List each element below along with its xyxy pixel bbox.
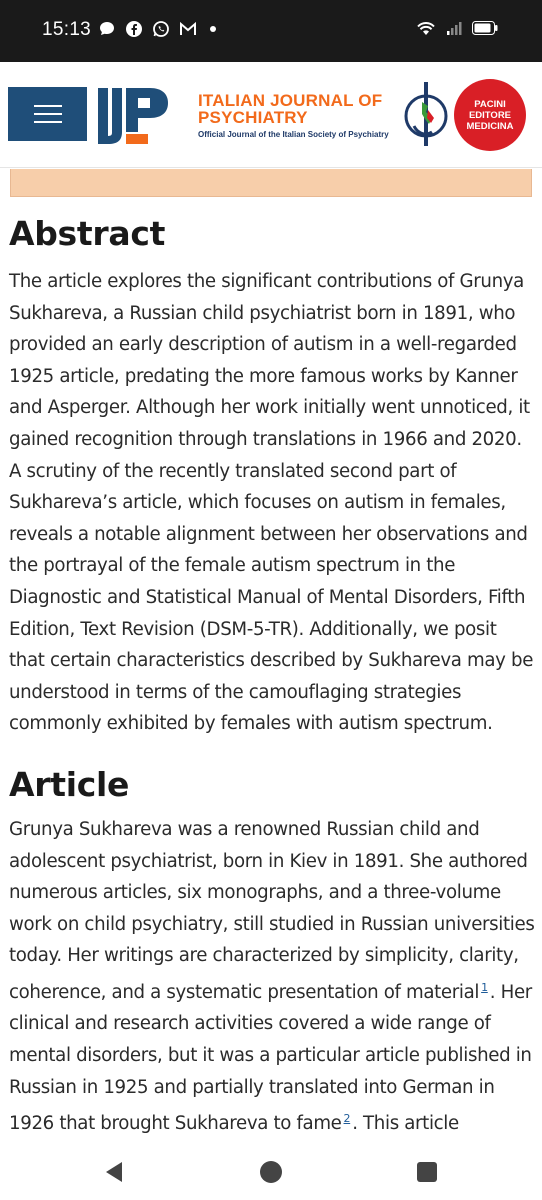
whatsapp-icon bbox=[152, 20, 170, 38]
publisher-line-3: MEDICINA bbox=[466, 120, 514, 132]
reference-link-1[interactable]: 1 bbox=[481, 980, 488, 994]
publisher-line-1: PACINI bbox=[474, 98, 506, 110]
abstract-text: The article explores the significant contributions of Grunya Sukhareva, a Russian child psychiatrist born in 1891, who provided an early description of autism in a well-regarded 1925 article, predating the more famous works by Kanner and Asperger. Although her work initially went unnoticed, it gained recognition through translations in 1966 and 2020. A scrutiny of the recently translated second part of Sukhareva’s article, which focuses on autism in females, reveals a notable alignment between her observations and the portrayal of the female autism spectrum in the Diagnostic and Statistical Manual of Mental Disorders, Fifth Edition, Text Revision (DSM-5-TR). Additionally, we posit that certain characteristics described by Sukhareva may be understood in terms of the camouflaging strategies commonly exhibited by females with autism spectrum. bbox=[9, 271, 534, 735]
notification-icons bbox=[98, 20, 216, 38]
menu-line-icon bbox=[34, 121, 62, 123]
publisher-line-2: EDITORE bbox=[468, 109, 512, 121]
chat-bubble-icon bbox=[98, 20, 116, 38]
info-banner bbox=[10, 169, 532, 197]
abstract-heading: Abstract bbox=[9, 214, 166, 253]
society-emblem-icon bbox=[396, 80, 456, 148]
facebook-icon bbox=[125, 20, 143, 38]
signal-icon bbox=[446, 20, 462, 36]
system-nav-bar bbox=[0, 1146, 542, 1200]
status-time: 15:13 bbox=[42, 19, 92, 40]
reference-link-2[interactable]: 2 bbox=[343, 1112, 351, 1126]
article-text-part-3: . This article bbox=[352, 1113, 459, 1135]
wifi-icon bbox=[416, 20, 436, 36]
site-header bbox=[0, 62, 542, 168]
journal-title[interactable]: ITALIAN JOURNAL OF PSYCHIATRY bbox=[198, 91, 383, 127]
article-heading: Article bbox=[9, 764, 130, 804]
back-triangle-icon[interactable] bbox=[102, 1159, 128, 1185]
home-circle-icon[interactable] bbox=[258, 1159, 284, 1185]
gmail-icon bbox=[179, 20, 197, 38]
menu-line-icon bbox=[34, 113, 62, 115]
menu-line-icon bbox=[34, 105, 62, 107]
article-content bbox=[9, 206, 537, 1140]
article-paragraph bbox=[9, 814, 537, 1140]
more-notifications-dot bbox=[210, 26, 216, 32]
publisher-logo[interactable] bbox=[454, 79, 526, 151]
system-icons bbox=[416, 20, 498, 36]
hamburger-menu-button[interactable] bbox=[8, 87, 87, 141]
article-text-part-2: . Her clinical and research activities covered a wide range of mental disorders, but it was a particular article published in Russian in 1925 and partially translated into German in 1926 that brought Sukhareva to fame bbox=[9, 981, 532, 1135]
ijp-logo[interactable] bbox=[96, 86, 190, 146]
article-text-part-1: Grunya Sukhareva was a renowned Russian child and adolescent psychiatrist, born in Kiev in 1891. She authored numerous articles, six monographs, and a three-volume work on child psychiatry, still studied in Russian universities today. Her writings are characterized by simplicity, clarity, coherence, and a systematic presentation of material bbox=[9, 818, 535, 1003]
recents-square-icon[interactable] bbox=[414, 1159, 440, 1185]
battery-icon bbox=[472, 21, 498, 35]
journal-subtitle: Official Journal of the Italian Society of Psychiatry bbox=[198, 130, 389, 139]
status-bar bbox=[0, 0, 542, 62]
